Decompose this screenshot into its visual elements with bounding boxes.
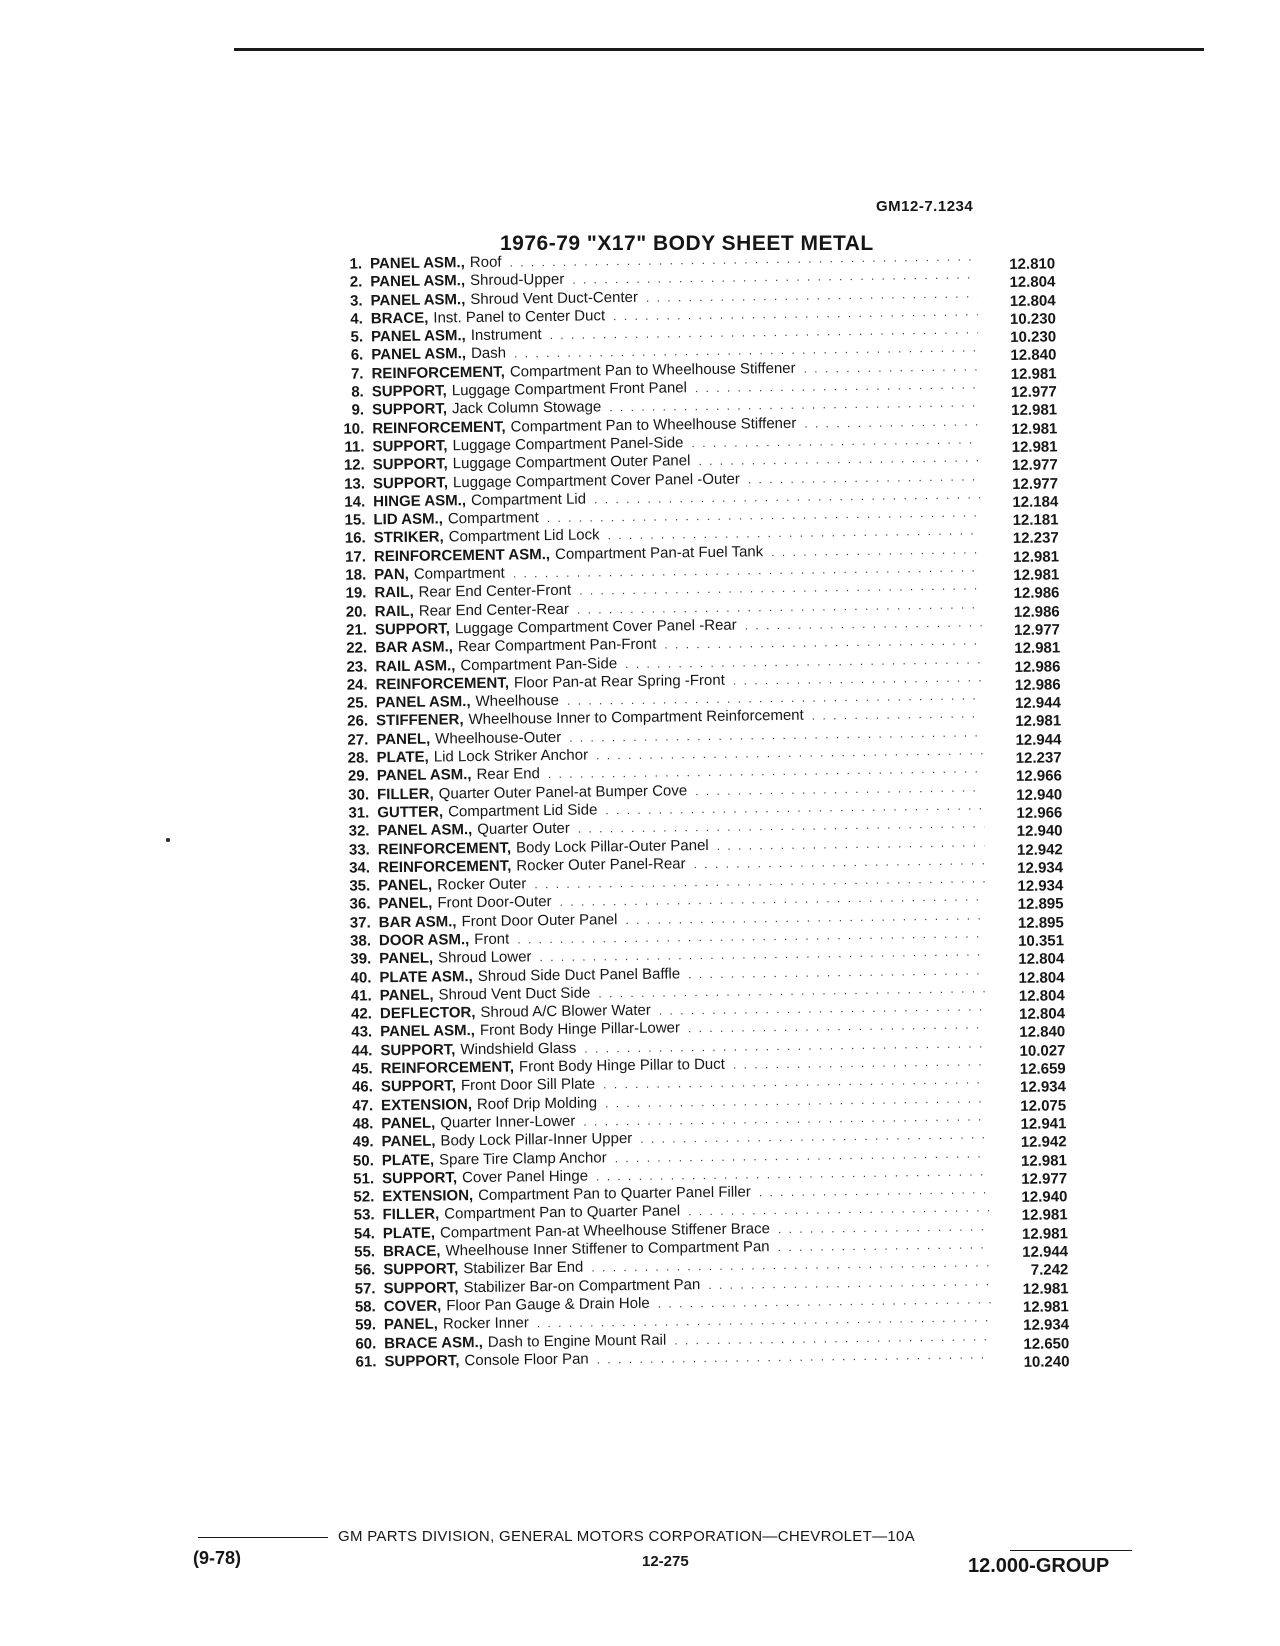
part-description: Compartment [413,564,505,583]
part-number: 34. [349,859,371,877]
part-description: Rocker Outer Panel-Rear [516,855,686,875]
part-number: 28. [347,749,369,767]
part-number: 58. [354,1298,376,1316]
part-number: 23. [346,657,368,676]
part-description: Shroud-Upper [469,271,565,290]
part-name: PANEL ASM., [369,254,465,273]
part-name: RAIL ASM., [375,656,456,675]
part-description: Body Lock Pillar-Outer Panel [515,836,709,856]
footer-corporation-line: GM PARTS DIVISION, GENERAL MOTORS CORPORATION—CHEVROLET—10A [338,1528,915,1545]
part-name: PANEL, [379,949,434,968]
part-name: LID ASM., [373,510,444,529]
footer-rule-right [1010,1550,1132,1551]
part-description: Wheelhouse-Outer [435,728,562,748]
part-description: Compartment Lid Lock [448,526,600,546]
part-description: Compartment [447,509,539,528]
part-group-number: 12.986 [1014,657,1061,676]
part-name: SUPPORT, [372,455,448,474]
part-number: 5. [350,328,364,346]
part-group-number: 12.895 [1017,914,1064,932]
part-name: SUPPORT, [372,437,448,456]
part-group-number: 10.240 [1023,1353,1070,1371]
part-group-number: 12.934 [1017,877,1064,896]
part-group-number: 12.804 [1009,291,1056,310]
part-number: 8. [351,383,364,401]
part-group-number: 12.840 [1010,346,1057,365]
part-description: Rear End Center-Front [418,582,572,602]
part-description: Compartment Pan-at Fuel Tank [554,542,764,563]
part-group-number: 12.895 [1017,895,1064,914]
part-group-number: 12.940 [1021,1188,1068,1207]
part-name: BRACE, [370,309,429,328]
part-group-number: 12.981 [1020,1151,1068,1170]
part-description: Wheelhouse Inner Stiffener to Compartment Pan [445,1238,770,1260]
part-number: 49. [352,1133,374,1151]
scan-speck [166,838,170,842]
part-name: PANEL ASM., [370,327,466,346]
part-number: 22. [346,639,368,657]
part-group-number: 12.659 [1019,1060,1066,1078]
part-number: 57. [354,1279,376,1298]
part-name: DEFLECTOR, [379,1004,476,1023]
part-number: 32. [348,822,370,840]
part-number: 35. [349,877,371,895]
part-description: Shroud Vent Duct Side [438,984,591,1004]
part-number: 46. [351,1078,373,1097]
part-name: REINFORCEMENT, [372,418,506,438]
part-description: Compartment Pan to Quarter Panel [444,1202,681,1223]
top-rule [234,48,1204,51]
part-description: Rocker Inner [442,1314,529,1333]
part-name: PLATE, [381,1151,435,1169]
part-group-number: 12.804 [1018,950,1065,969]
part-group-number: 12.804 [1018,987,1065,1005]
part-name: COVER, [383,1297,442,1316]
part-description: Front Body Hinge Pillar-Lower [479,1019,681,1040]
part-description: Quarter Outer [477,819,570,839]
part-description: Compartment Pan-Side [460,654,618,674]
part-name: PLATE ASM., [379,967,473,986]
part-name: PANEL ASM., [376,766,472,785]
dot-leader [804,412,979,433]
part-number: 53. [353,1206,375,1225]
part-description: Rear Compartment Pan-Front [457,635,657,656]
part-number: 1. [349,255,363,273]
part-group-number: 12.981 [1021,1206,1068,1225]
part-name: SUPPORT, [384,1352,460,1371]
part-name: REINFORCEMENT, [377,839,512,858]
part-name: PANEL, [381,1132,436,1151]
part-group-number: 12.942 [1016,840,1063,859]
part-description: Shroud Vent Duct-Center [470,288,639,308]
part-number: 60. [355,1334,377,1353]
part-description: Front Door-Outer [437,893,552,912]
part-number: 50. [352,1151,374,1170]
part-name: SUPPORT, [374,620,451,639]
part-name: BAR ASM., [375,638,454,657]
part-number: 31. [348,804,370,822]
part-name: PLATE, [376,748,429,767]
part-description: Luggage Compartment Outer Panel [452,452,691,473]
part-group-number: 12.977 [1012,474,1059,493]
part-number: 52. [353,1188,375,1206]
part-description: Instrument [470,326,542,345]
part-number: 16. [344,529,366,548]
part-name: FILLER, [382,1205,440,1224]
part-number: 14. [344,493,366,511]
part-group-number: 12.986 [1014,676,1061,694]
part-number: 3. [349,292,363,310]
part-name: SUPPORT, [383,1278,459,1297]
part-number: 26. [347,712,369,731]
part-number: 20. [345,603,367,621]
part-description: Front [474,930,510,949]
part-description: Compartment Lid Side [448,801,598,821]
part-description: Rear End Center-Rear [418,600,570,620]
part-group-number: 12.986 [1013,602,1060,621]
part-name: PANEL, [381,1114,436,1133]
part-group-number: 12.986 [1013,584,1060,603]
part-description: Wheelhouse Inner to Compartment Reinforcement [468,707,804,729]
part-group-number: 12.237 [1015,749,1062,767]
part-number: 24. [346,676,368,694]
part-name: SUPPORT, [381,1169,458,1188]
part-description: Console Floor Pan [464,1350,589,1370]
part-description: Roof [469,253,502,272]
part-name: GUTTER, [377,803,444,822]
part-name: PLATE, [382,1224,436,1242]
part-group-number: 10.230 [1010,328,1057,347]
part-description: Windshield Glass [460,1039,577,1058]
part-group-number: 12.181 [1012,511,1059,530]
part-group-number: 12.981 [1015,712,1062,731]
parts-list [320,246,1070,1372]
part-description: Compartment Lid [470,490,587,509]
part-description: Spare Tire Clamp Anchor [438,1148,607,1169]
part-group-number: 12.981 [1013,548,1060,566]
part-description: Quarter Outer Panel-at Bumper Cove [438,781,688,803]
part-group-number: 12.942 [1020,1133,1067,1152]
part-name: REINFORCEMENT, [371,363,505,383]
part-number: 9. [351,401,365,419]
part-name: PANEL ASM., [371,345,467,364]
part-number: 36. [349,895,371,914]
part-group-number: 12.981 [1021,1225,1068,1243]
footer-date: (9-78) [193,1548,242,1568]
part-name: EXTENSION, [381,1095,473,1114]
part-name: STIFFENER, [375,711,464,730]
part-number: 18. [345,566,367,584]
part-group-number: 12.237 [1012,529,1059,548]
part-group-number: 12.804 [1018,1005,1066,1024]
part-name: PANEL, [378,894,433,913]
part-description: Front Door Sill Plate [460,1075,596,1095]
part-description: Inst. Panel to Center Duct [433,307,606,327]
part-number: 15. [344,511,366,529]
part-name: SUPPORT, [380,1041,456,1060]
part-number: 44. [351,1042,373,1060]
part-description: Dash to Engine Mount Rail [487,1331,667,1351]
part-description: Compartment Pan to Wheelhouse Stiffener [510,414,797,436]
part-group-number: 12.966 [1015,767,1062,786]
part-name: FILLER, [376,785,434,803]
part-name: PANEL, [383,1315,439,1334]
part-number: 61. [355,1353,377,1371]
part-description: Luggage Compartment Panel-Side [452,434,684,455]
dot-leader [597,1345,992,1368]
part-group-number: 12.977 [1021,1170,1068,1188]
page-title: 1976-79 "X17" BODY SHEET METAL [500,232,874,255]
part-group-number: 12.981 [1013,566,1060,584]
part-number: 7. [350,365,364,383]
part-description: Quarter Inner-Lower [440,1112,576,1132]
part-group-number: 12.981 [1011,420,1058,438]
part-number: 38. [350,932,372,950]
part-number: 4. [350,310,363,328]
part-description: Stabilizer Bar-on Compartment Pan [463,1275,701,1296]
part-number: 59. [355,1316,377,1334]
part-group-number: 12.977 [1013,621,1061,639]
part-description: Lid Lock Striker Anchor [433,746,589,766]
part-group-number: 12.941 [1020,1115,1067,1133]
part-group-number: 12.966 [1016,804,1063,822]
part-name: BAR ASM., [378,912,457,931]
part-group-number: 12.940 [1016,785,1063,804]
part-name: PANEL ASM., [377,821,473,840]
part-group-number: 10.351 [1018,932,1065,950]
part-name: REINFORCEMENT ASM., [373,545,551,566]
part-group-number: 12.977 [1010,383,1057,402]
part-group-number: 12.934 [1023,1316,1070,1335]
part-group-number: 12.184 [1012,493,1059,511]
part-description: Luggage Compartment Cover Panel -Outer [452,470,740,491]
part-number: 39. [350,950,372,968]
part-name: REINFORCEMENT, [380,1058,515,1078]
part-number: 2. [349,273,363,291]
part-group-number: 12.804 [1018,968,1065,987]
part-number: 19. [345,584,367,603]
part-name: PANEL ASM., [370,290,466,309]
part-group-number: 12.981 [1022,1298,1069,1316]
part-group-number: 12.934 [1019,1078,1067,1097]
part-number: 42. [350,1005,373,1023]
part-name: PAN, [374,565,410,584]
part-name: SUPPORT, [383,1260,459,1279]
part-description: Shroud Side Duct Panel Baffle [477,964,681,985]
part-group-number: 12.934 [1017,859,1064,877]
part-name: HINGE ASM., [373,491,467,511]
part-description: Jack Column Stowage [451,398,602,418]
part-description: Floor Pan-at Rear Spring -Front [513,671,725,692]
part-description: Luggage Compartment Front Panel [451,379,688,400]
part-number: 13. [344,474,366,493]
part-name: PANEL ASM., [375,693,471,712]
part-name: SUPPORT, [380,1077,457,1096]
part-description: Rear End [476,765,541,784]
part-group-number: 10.230 [1009,310,1056,328]
part-number: 6. [350,346,364,365]
part-description: Stabilizer Bar End [463,1258,584,1278]
part-group-number: 12.944 [1022,1243,1069,1261]
part-number: 48. [352,1115,374,1133]
part-group-number: 12.804 [1009,273,1056,292]
part-name: RAIL, [374,602,414,620]
footer-rule-left [198,1537,328,1538]
part-group-number: 12.981 [1010,365,1057,383]
part-number: 43. [351,1023,373,1042]
part-description: Cover Panel Hinge [461,1167,589,1187]
part-name: SUPPORT, [371,382,447,401]
part-description: Rocker Outer [437,875,527,894]
part-name: SUPPORT, [372,473,449,492]
document-code: GM12-7.1234 [876,198,974,215]
part-number: 47. [352,1097,374,1115]
part-group-number: 12.810 [1009,255,1056,273]
part-group-number: 12.981 [1011,401,1058,420]
part-name: DOOR ASM., [378,931,470,950]
part-description: Shroud Lower [437,948,532,967]
part-group-number: 12.075 [1020,1096,1067,1115]
dot-leader [812,705,984,726]
part-group-number: 12.981 [1014,639,1061,658]
part-number: 56. [354,1261,376,1279]
part-number: 33. [348,840,370,859]
part-group-number: 12.981 [1011,438,1058,456]
part-description: Body Lock Pillar-Inner Upper [440,1130,633,1150]
part-description: Compartment Pan to Wheelhouse Stiffener [509,359,796,381]
part-description: Luggage Compartment Cover Panel -Rear [454,616,737,638]
part-group-number: 12.940 [1016,822,1063,841]
part-group-number: 7.242 [1030,1261,1069,1280]
part-number: 40. [350,968,372,987]
part-number: 45. [351,1060,373,1078]
part-name: EXTENSION, [382,1187,474,1206]
part-number: 55. [354,1243,376,1261]
part-name: PANEL, [379,986,434,1005]
part-number: 17. [344,548,367,566]
part-name: PANEL, [378,876,433,895]
part-number: 10. [343,420,365,438]
part-name: STRIKER, [373,528,444,547]
part-number: 21. [345,621,368,639]
part-description: Wheelhouse [475,692,560,711]
part-description: Roof Drip Molding [476,1094,598,1113]
part-description: Dash [470,345,507,363]
part-description: Compartment Pan-at Wheelhouse Stiffener Brace [439,1219,771,1242]
part-number: 54. [353,1225,375,1243]
part-name: PANEL, [376,730,431,749]
part-name: RAIL, [374,584,414,602]
part-name: BRACE ASM., [384,1333,483,1352]
part-number: 12. [343,456,365,474]
part-name: PANEL ASM., [380,1022,476,1041]
part-number: 29. [347,767,369,785]
part-number: 51. [353,1170,375,1188]
part-name: BRACE, [382,1242,441,1261]
part-name: REINFORCEMENT, [377,857,512,877]
part-number: 30. [348,786,370,804]
part-group-number: 12.981 [1022,1279,1069,1298]
part-group-number: 12.944 [1014,694,1062,713]
part-group-number: 12.840 [1019,1023,1066,1042]
part-description: Compartment Pan to Quarter Panel Filler [478,1183,751,1205]
part-name: SUPPORT, [371,400,448,419]
part-group-number: 12.944 [1015,731,1062,749]
part-description: Floor Pan Gauge & Drain Hole [446,1294,650,1315]
part-name: PANEL ASM., [370,272,466,291]
part-name: REINFORCEMENT, [375,674,510,694]
part-number: 27. [347,731,369,749]
footer-page-number: 12-275 [642,1553,689,1570]
part-group-number: 12.650 [1023,1334,1070,1353]
part-description: Shroud A/C Blower Water [480,1001,651,1022]
part-group-number: 10.027 [1019,1042,1066,1060]
part-number: 41. [350,987,372,1005]
footer-group-number: 12.000-GROUP [968,1555,1110,1577]
part-description: Front Door Outer Panel [461,910,618,930]
part-description: Front Body Hinge Pillar to Duct [518,1055,725,1076]
dot-leader [803,357,978,378]
part-number: 11. [344,438,365,456]
part-number: 37. [349,914,371,932]
part-group-number: 12.977 [1011,456,1058,475]
part-number: 25. [346,694,368,712]
